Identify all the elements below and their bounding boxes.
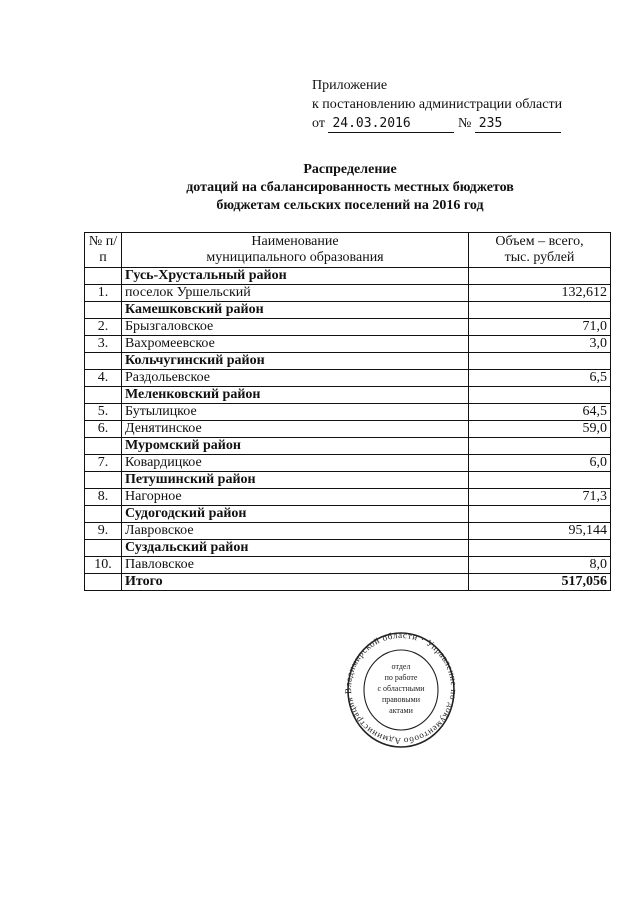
row-number: 7. [85, 455, 122, 472]
stamp-seal [345, 630, 457, 750]
row-number [85, 574, 122, 591]
row-value: 64,5 [469, 404, 611, 421]
row-value: 59,0 [469, 421, 611, 438]
row-value [469, 506, 611, 523]
table-row [85, 523, 611, 540]
row-name: Вахромеевское [122, 336, 469, 353]
row-number [85, 353, 122, 370]
row-value [469, 540, 611, 557]
header-value [469, 233, 611, 268]
row-name: Итого [122, 574, 469, 591]
table-body [85, 268, 611, 591]
document-title [100, 161, 600, 215]
row-value: 95,144 [469, 523, 611, 540]
row-value: 6,0 [469, 455, 611, 472]
stamp-ring-text: Администрация димирской области · Управлен документообо [345, 630, 457, 747]
row-number [85, 438, 122, 455]
title-line-1: Распределение [303, 162, 397, 177]
row-name: Раздольевское [122, 370, 469, 387]
title-line-2: дотаций на сбалансированность местных бюджетов [186, 180, 514, 195]
row-name: Кольчугинский район [122, 353, 469, 370]
row-name: Нагорное [122, 489, 469, 506]
district-row [85, 387, 611, 404]
row-number: 8. [85, 489, 122, 506]
row-value [469, 472, 611, 489]
row-value [469, 438, 611, 455]
row-name: Ковардицкое [122, 455, 469, 472]
district-row [85, 302, 611, 319]
district-row [85, 472, 611, 489]
table-row [85, 404, 611, 421]
row-number: 3. [85, 336, 122, 353]
stamp-line-3: с областными [377, 684, 425, 693]
row-name: Суздальский район [122, 540, 469, 557]
distribution-table [84, 232, 611, 591]
decree-date: 24.03.2016 [328, 116, 454, 133]
row-value: 132,612 [469, 285, 611, 302]
row-name: поселок Уршельский [122, 285, 469, 302]
stamp-line-1: отдел [391, 662, 411, 671]
row-number [85, 268, 122, 285]
row-name: Петушинский район [122, 472, 469, 489]
row-number: 5. [85, 404, 122, 421]
title-line-3: бюджетам сельских поселений на 2016 год [216, 198, 484, 213]
row-name: Бутылицкое [122, 404, 469, 421]
table-row [85, 336, 611, 353]
total-row [85, 574, 611, 591]
row-number: 9. [85, 523, 122, 540]
row-name: Денятинское [122, 421, 469, 438]
table-row [85, 319, 611, 336]
appendix-date-number [312, 114, 582, 133]
row-value: 3,0 [469, 336, 611, 353]
row-number [85, 506, 122, 523]
stamp-line-5: актами [389, 706, 413, 715]
district-row [85, 353, 611, 370]
row-name: Павловское [122, 557, 469, 574]
district-row [85, 540, 611, 557]
header-name [122, 233, 469, 268]
row-number [85, 302, 122, 319]
table-row [85, 455, 611, 472]
row-value: 71,3 [469, 489, 611, 506]
row-number [85, 540, 122, 557]
row-number: 4. [85, 370, 122, 387]
table-row [85, 489, 611, 506]
office-stamp [345, 630, 457, 750]
stamp-line-4: правовыми [381, 695, 421, 704]
row-name: Судогодский район [122, 506, 469, 523]
header-name-line-2: муниципального образования [206, 250, 384, 265]
row-value: 6,5 [469, 370, 611, 387]
row-name: Брызгаловское [122, 319, 469, 336]
row-value: 8,0 [469, 557, 611, 574]
row-value [469, 387, 611, 404]
district-row [85, 506, 611, 523]
header-value-line-1: Объем – всего, [495, 234, 584, 249]
row-value [469, 268, 611, 285]
table-row [85, 370, 611, 387]
appendix-label: Приложение [312, 78, 388, 93]
header-name-line-1: Наименование [251, 234, 339, 249]
row-value [469, 302, 611, 319]
row-value: 71,0 [469, 319, 611, 336]
decree-number: 235 [475, 116, 561, 133]
row-name: Муромский район [122, 438, 469, 455]
row-name: Камешковский район [122, 302, 469, 319]
row-name: Лавровское [122, 523, 469, 540]
row-value [469, 353, 611, 370]
row-name: Меленковский район [122, 387, 469, 404]
table-row [85, 557, 611, 574]
row-number [85, 472, 122, 489]
table-header-row [85, 233, 611, 268]
table-row [85, 285, 611, 302]
row-number: 1. [85, 285, 122, 302]
date-prefix: от [312, 116, 325, 131]
header-num: № п/п [85, 233, 122, 268]
stamp-line-2: по работе [384, 673, 418, 682]
row-number: 6. [85, 421, 122, 438]
table-row [85, 421, 611, 438]
row-number [85, 387, 122, 404]
row-value: 517,056 [469, 574, 611, 591]
district-row [85, 268, 611, 285]
row-number: 10. [85, 557, 122, 574]
header-value-line-2: тыс. рублей [504, 250, 575, 265]
appendix-reference: к постановлению администрации области [312, 97, 563, 112]
number-prefix: № [457, 116, 472, 131]
row-number: 2. [85, 319, 122, 336]
appendix-block [312, 76, 582, 133]
row-name: Гусь-Хрустальный район [122, 268, 469, 285]
district-row [85, 438, 611, 455]
